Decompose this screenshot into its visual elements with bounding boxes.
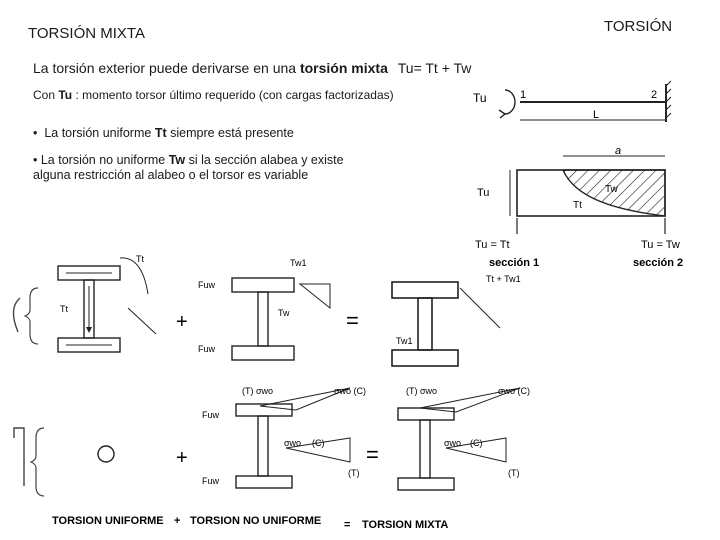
- caption-eq: =: [344, 519, 351, 531]
- eq-section1: Tu = Tt: [475, 239, 510, 251]
- node-1: 1: [520, 89, 527, 101]
- bullet-dot: •: [33, 153, 41, 167]
- cross-sections-diagram: [0, 248, 720, 536]
- tu-axis-label: Tu: [477, 187, 490, 199]
- torque-arrow: [505, 90, 515, 114]
- con-tu-symbol: Tu: [58, 88, 73, 102]
- page-title: TORSIÓN MIXTA: [28, 25, 145, 42]
- tt-plus-tw-label: Tt + Tw1: [486, 274, 521, 284]
- caption-nonuniform: TORSION NO UNIFORME: [190, 515, 322, 527]
- tt-label: Tt: [573, 200, 582, 211]
- bullet-dot: •: [33, 126, 45, 140]
- intro-formula: Tu= Tt + Tw: [397, 60, 472, 76]
- brace-bottom: [31, 428, 44, 496]
- fuw-bottom-label: Fuw: [198, 344, 216, 354]
- circle-section: [98, 446, 114, 462]
- fuw-top-label: Fuw: [198, 280, 216, 290]
- bullet1-prefix: La torsión uniforme: [44, 126, 155, 140]
- stress-t-label: (T) σwo: [242, 386, 274, 396]
- tw1-mixed-label: Tw1: [396, 336, 413, 346]
- con-tu-text: : momento torsor último requerido (con cargas factorizadas): [72, 88, 394, 102]
- eq-section2: Tu = Tw: [641, 239, 680, 251]
- c-mid-label: (C): [312, 438, 325, 448]
- brace-top: [25, 288, 38, 344]
- shape-symbol-bottom: [14, 428, 24, 486]
- section1-label: sección 1: [489, 257, 540, 269]
- bullet2-prefix: La torsión no uniforme: [40, 153, 169, 167]
- bullet1-symbol: Tt: [154, 126, 167, 140]
- bullet1-suffix: siempre está presente: [166, 126, 294, 140]
- t-mixed-label: (T): [508, 468, 520, 478]
- section2-label: sección 2: [633, 257, 684, 269]
- mixed-stress-line: [460, 288, 500, 328]
- bullet2-symbol: Tw: [168, 153, 186, 167]
- intro-text: La torsión exterior puede derivarse en una: [33, 60, 300, 76]
- stress-c-mixed: σwo (C): [498, 386, 531, 396]
- bullet-uniform: [33, 126, 353, 141]
- fuw-bottom-top-label: Fuw: [202, 410, 220, 420]
- ibeam-bottom-mixed: [398, 408, 454, 490]
- tu-label: Tu: [473, 91, 487, 105]
- caption-mixed: TORSION MIXTA: [362, 519, 449, 531]
- caption-plus: +: [174, 515, 181, 527]
- tt-mid-label: Tt: [60, 304, 68, 314]
- plus-sign-top: +: [176, 311, 188, 333]
- c-mixed-label: (C): [470, 438, 483, 448]
- con-tu-prefix: Con: [33, 88, 59, 102]
- tw1-label: Tw1: [290, 258, 307, 268]
- ibeam-mixed: [392, 282, 458, 366]
- stress-c-label: σwo (C): [334, 386, 367, 396]
- equals-sign-top: =: [346, 308, 359, 333]
- equals-sign-bottom: =: [366, 442, 379, 467]
- stress-t-mixed: (T) σwo: [406, 386, 438, 396]
- ibeam-warping: [232, 278, 294, 360]
- node-2: 2: [651, 89, 658, 101]
- sigma-mid-label: σwo: [284, 438, 302, 448]
- intro-line: [33, 60, 471, 76]
- fuw-bottom-bottom-label: Fuw: [202, 476, 220, 486]
- tt-top-label: Tt: [136, 254, 144, 264]
- plus-sign-bottom: +: [176, 447, 188, 469]
- section-title: TORSIÓN: [604, 18, 673, 35]
- tw-label: Tw: [605, 184, 618, 195]
- bullet2-suffix: si la sección alabea y existe alguna restricción al alabeo o el torsor es variable: [33, 153, 344, 182]
- dim-l-label: L: [593, 109, 600, 121]
- bullet-nonuniform: [33, 153, 353, 183]
- dim-a-label: a: [615, 145, 622, 157]
- t-mid-label: (T): [348, 468, 360, 478]
- con-tu-line: [33, 88, 394, 102]
- shape-symbol-top: [13, 298, 20, 332]
- sigma-mixed-label: σwo: [444, 438, 462, 448]
- tt-stress-line: [128, 308, 156, 334]
- intro-bold: torsión mixta: [299, 60, 388, 76]
- warping-stress-block: [300, 284, 330, 308]
- torque-arrowhead: [499, 110, 505, 118]
- tw-label-mid: Tw: [278, 308, 290, 318]
- caption-uniform: TORSION UNIFORME: [52, 515, 164, 527]
